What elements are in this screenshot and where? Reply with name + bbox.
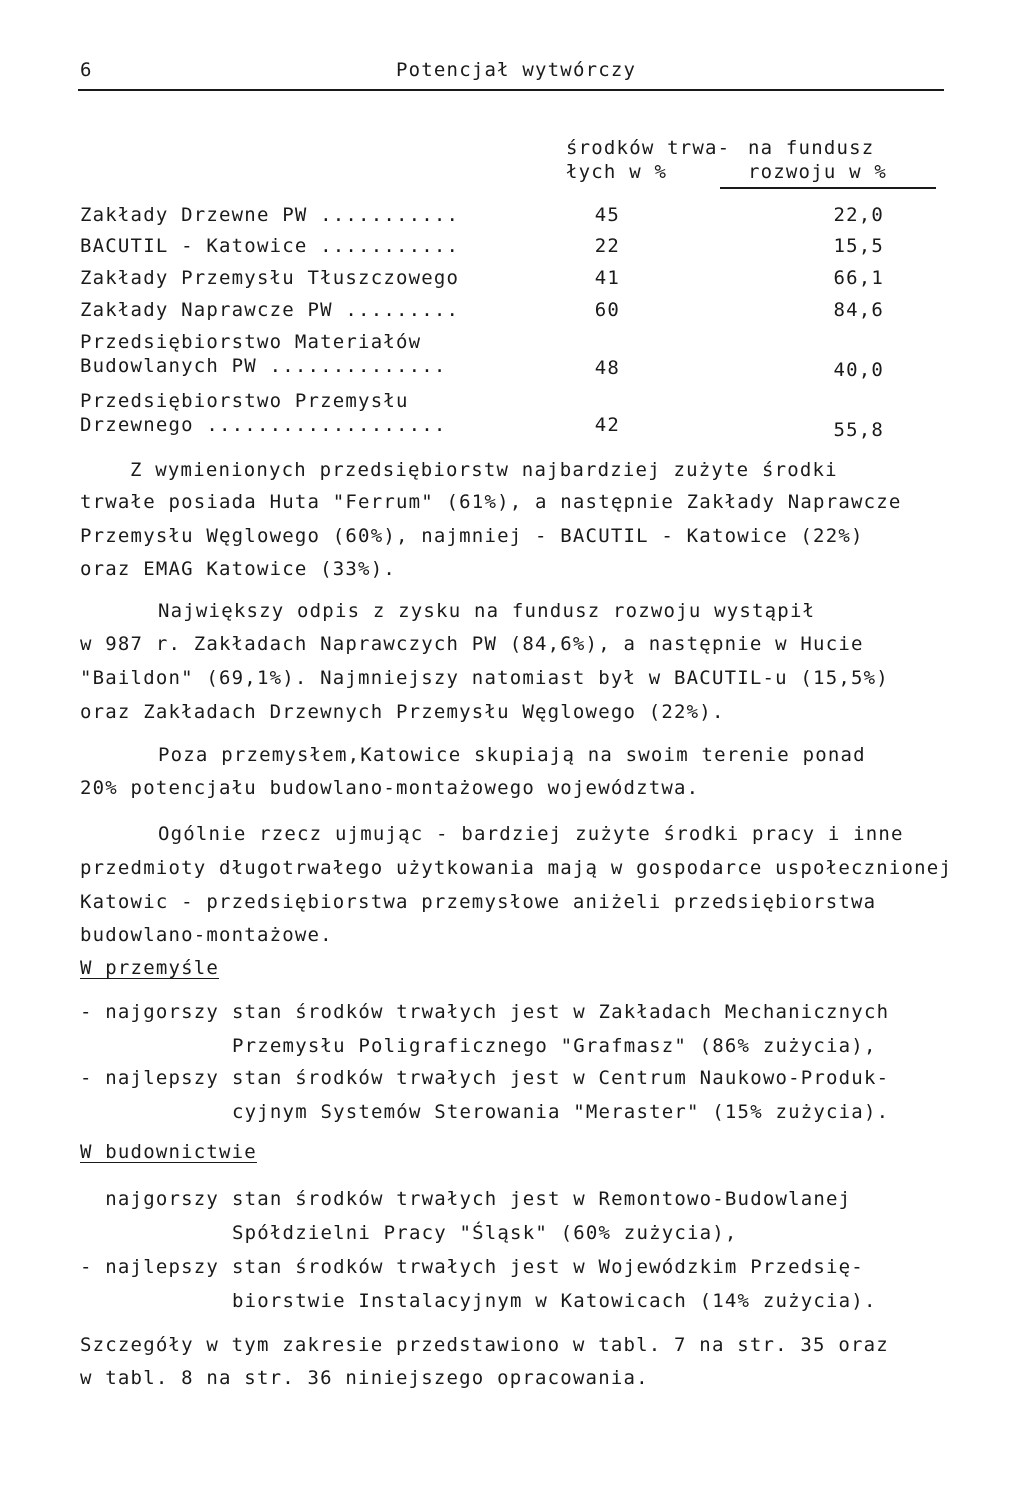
col2-header-line2: rozwoju w %: [748, 161, 888, 183]
footer-note-line: w tabl. 8 na str. 36 niniejszego opracowania.: [80, 1367, 649, 1389]
paragraph-line: Największy odpis z zysku na fundusz rozwoju wystąpił: [158, 600, 816, 622]
table-row-label: Zakłady Naprawcze PW .........: [80, 299, 460, 321]
table-row-label: Zakłady Drzewne PW ...........: [80, 204, 460, 226]
page-number: 6: [80, 59, 93, 81]
table-row-label: Drzewnego ...................: [80, 414, 447, 436]
table-cell-value: 22,0: [833, 204, 884, 226]
paragraph-line: "Baildon" (69,1%). Najmniejszy natomiast był w BACUTIL-u (15,5%): [80, 667, 889, 689]
list-item-label: najgorszy: [80, 1188, 220, 1210]
section-heading-construction: W budownictwie: [80, 1141, 257, 1163]
col2-header-line1: na fundusz: [748, 137, 875, 159]
list-item-label: - najgorszy: [80, 1001, 220, 1023]
table-cell-value: 42: [594, 414, 620, 436]
table-cell-value: 40,0: [833, 359, 884, 381]
paragraph-line: Poza przemysłem,Katowice skupiają na swoim terenie ponad: [158, 744, 866, 766]
paragraph-line: 20% potencjału budowlano-montażowego województwa.: [80, 777, 700, 799]
table-header-rule: [720, 187, 936, 189]
table-cell-value: 66,1: [833, 267, 884, 289]
table-row-label: BACUTIL - Katowice ...........: [80, 235, 460, 257]
section-heading-industry: W przemyśle: [80, 957, 220, 979]
paragraph-line: Katowic - przedsiębiorstwa przemysłowe aniżeli przedsiębiorstwa: [80, 891, 877, 913]
paragraph-line: w 987 r. Zakładach Naprawczych PW (84,6%), a następnie w Hucie: [80, 633, 864, 655]
paragraph-line: Ogólnie rzecz ujmując - bardziej zużyte środki pracy i inne: [158, 823, 904, 845]
paragraph-line: oraz Zakładach Drzewnych Przemysłu Węglowego (22%).: [80, 701, 725, 723]
paragraph-line: Przemysłu Węglowego (60%), najmniej - BACUTIL - Katowice (22%): [80, 525, 864, 547]
table-cell-value: 55,8: [833, 419, 884, 441]
table-cell-value: 48: [594, 357, 620, 379]
table-cell-value: 84,6: [833, 299, 884, 321]
list-item-line: stan środków trwałych jest w Zakładach Mechanicznych: [232, 1001, 890, 1023]
list-item-line: stan środków trwałych jest w Centrum Naukowo-Produk-: [232, 1067, 890, 1089]
list-item-line: cyjnym Systemów Sterowania "Meraster" (15% zużycia).: [232, 1101, 890, 1123]
col1-header-line1: środków trwa-: [566, 137, 731, 159]
list-item-label: - najlepszy: [80, 1256, 220, 1278]
list-item-line: Spółdzielni Pracy "Śląsk" (60% zużycia),: [232, 1222, 738, 1244]
paragraph-line: Z wymienionych przedsiębiorstw najbardziej zużyte środki: [130, 459, 838, 481]
table-row-label-line1: Przedsiębiorstwo Przemysłu: [80, 390, 409, 412]
paragraph-line: oraz EMAG Katowice (33%).: [80, 558, 396, 580]
table-row-label: Budowlanych PW ..............: [80, 355, 447, 377]
table-row-label-line1: Przedsiębiorstwo Materiałów: [80, 331, 422, 353]
list-item-line: stan środków trwałych jest w Wojewódzkim Przedsię-: [232, 1256, 864, 1278]
list-item-line: Przemysłu Poligraficznego "Grafmasz" (86% zużycia),: [232, 1035, 877, 1057]
list-item-line: biorstwie Instalacyjnym w Katowicach (14% zużycia).: [232, 1290, 877, 1312]
header-rule: [78, 89, 944, 91]
paragraph-line: budowlano-montażowe.: [80, 924, 333, 946]
table-cell-value: 60: [594, 299, 620, 321]
footer-note-line: Szczegóły w tym zakresie przedstawiono w tabl. 7 na str. 35 oraz: [80, 1334, 889, 1356]
col1-header-line2: łych w %: [566, 161, 668, 183]
paragraph-line: przedmioty długotrwałego użytkowania mają w gospodarce uspołecznionej: [80, 857, 953, 879]
running-title: Potencjał wytwórczy: [396, 59, 637, 81]
paragraph-line: trwałe posiada Huta "Ferrum" (61%), a następnie Zakłady Naprawcze: [80, 491, 902, 513]
table-cell-value: 22: [594, 235, 620, 257]
table-cell-value: 41: [594, 267, 620, 289]
table-cell-value: 45: [594, 204, 620, 226]
table-row-label: Zakłady Przemysłu Tłuszczowego: [80, 267, 460, 289]
list-item-label: - najlepszy: [80, 1067, 220, 1089]
list-item-line: stan środków trwałych jest w Remontowo-Budowlanej: [232, 1188, 852, 1210]
table-cell-value: 15,5: [833, 235, 884, 257]
